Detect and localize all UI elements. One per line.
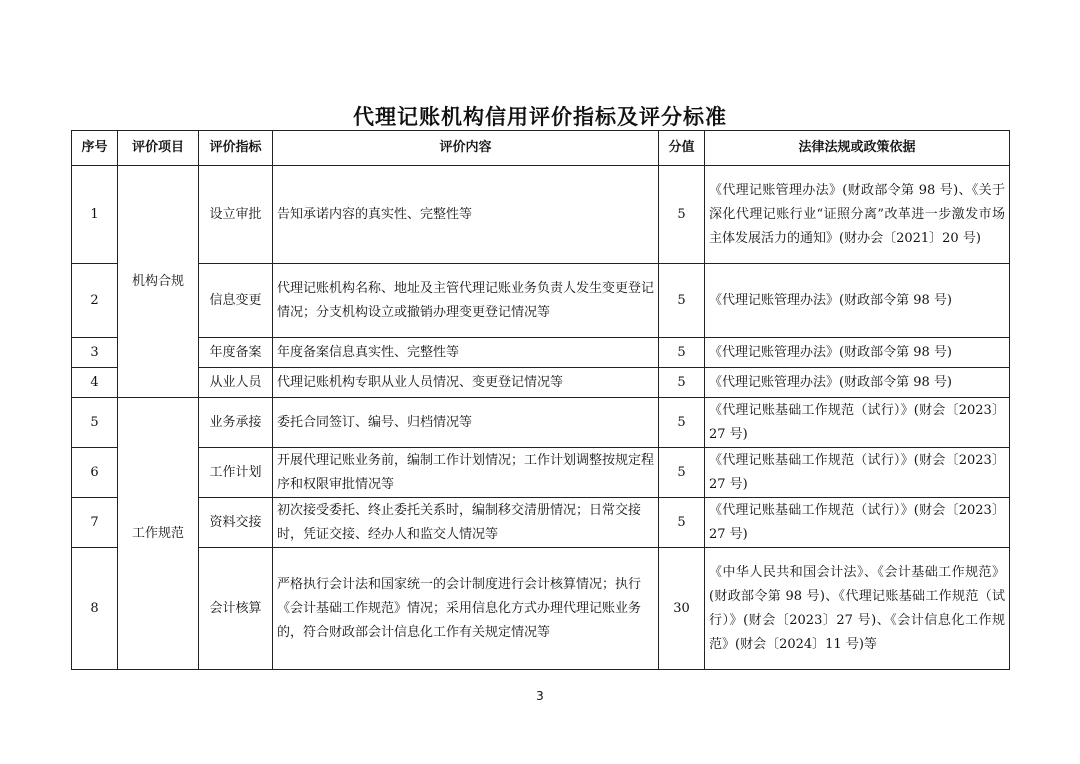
header-no: 序号: [72, 131, 118, 166]
row-score: 5: [659, 338, 705, 368]
row-indicator: 从业人员: [199, 368, 273, 398]
row-basis: 《代理记账基础工作规范（试行）》(财会〔2023〕27 号): [705, 498, 1010, 548]
header-content: 评价内容: [273, 131, 659, 166]
group-cell: 机构合规: [118, 166, 199, 398]
row-content: 委托合同签订、编号、归档情况等: [273, 398, 659, 448]
table-row: [72, 448, 1010, 498]
row-content: 严格执行会计法和国家统一的会计制度进行会计核算情况；执行《会计基础工作规范》情况；采用信息化方式办理代理记账业务的，符合财政部会计信息化工作有关规定情况等: [273, 548, 659, 670]
row-score: 30: [659, 548, 705, 670]
row-score: 5: [659, 448, 705, 498]
row-no: 3: [72, 338, 118, 368]
row-score: 5: [659, 398, 705, 448]
header-item: 评价项目: [118, 131, 199, 166]
table-header-row: [72, 131, 1010, 166]
row-indicator: 业务承接: [199, 398, 273, 448]
row-content: 告知承诺内容的真实性、完整性等: [273, 166, 659, 264]
row-score: 5: [659, 368, 705, 398]
table-row: [72, 166, 1010, 264]
table-row: [72, 498, 1010, 548]
row-basis: 《代理记账基础工作规范（试行）》(财会〔2023〕27 号): [705, 398, 1010, 448]
row-basis: 《代理记账管理办法》(财政部令第 98 号): [705, 368, 1010, 398]
table-row: [72, 398, 1010, 448]
row-basis: 《代理记账管理办法》(财政部令第 98 号): [705, 264, 1010, 338]
row-score: 5: [659, 264, 705, 338]
row-no: 4: [72, 368, 118, 398]
row-indicator: 年度备案: [199, 338, 273, 368]
row-content: 代理记账机构名称、地址及主管代理记账业务负责人发生变更登记情况；分支机构设立或撤销办理变更登记情况等: [273, 264, 659, 338]
row-no: 1: [72, 166, 118, 264]
table-row: [72, 548, 1010, 670]
row-no: 6: [72, 448, 118, 498]
page-title: 代理记账机构信用评价指标及评分标准: [353, 105, 727, 129]
row-content: 开展代理记账业务前，编制工作计划情况；工作计划调整按规定程序和权限审批情况等: [273, 448, 659, 498]
row-indicator: 会计核算: [199, 548, 273, 670]
row-indicator: 工作计划: [199, 448, 273, 498]
header-score: 分值: [659, 131, 705, 166]
table-row: [72, 264, 1010, 338]
row-no: 2: [72, 264, 118, 338]
evaluation-table: [71, 130, 1010, 670]
row-content: 初次接受委托、终止委托关系时，编制移交清册情况；日常交接时，凭证交接、经办人和监交人情况等: [273, 498, 659, 548]
table-row: [72, 368, 1010, 398]
row-indicator: 设立审批: [199, 166, 273, 264]
row-no: 8: [72, 548, 118, 670]
header-basis: 法律法规或政策依据: [705, 131, 1010, 166]
page-number: 3: [536, 689, 544, 703]
row-indicator: 资料交接: [199, 498, 273, 548]
row-basis: 《代理记账基础工作规范（试行）》(财会〔2023〕27 号): [705, 448, 1010, 498]
row-indicator: 信息变更: [199, 264, 273, 338]
row-score: 5: [659, 498, 705, 548]
row-basis: 《代理记账管理办法》(财政部令第 98 号)、《关于深化代理记账行业“证照分离”改革进一步激发市场主体发展活力的通知》(财办会〔2021〕20 号): [705, 166, 1010, 264]
row-score: 5: [659, 166, 705, 264]
group-cell: 工作规范: [118, 398, 199, 670]
row-basis: 《中华人民共和国会计法》、《会计基础工作规范》(财政部令第 98 号)、《代理记账基础工作规范（试行）》(财会〔2023〕27 号)、《会计信息化工作规范》(财会〔2024〕11 号)等: [705, 548, 1010, 670]
row-no: 5: [72, 398, 118, 448]
row-basis: 《代理记账管理办法》(财政部令第 98 号): [705, 338, 1010, 368]
header-indicator: 评价指标: [199, 131, 273, 166]
row-content: 代理记账机构专职从业人员情况、变更登记情况等: [273, 368, 659, 398]
row-content: 年度备案信息真实性、完整性等: [273, 338, 659, 368]
row-no: 7: [72, 498, 118, 548]
table-row: [72, 338, 1010, 368]
